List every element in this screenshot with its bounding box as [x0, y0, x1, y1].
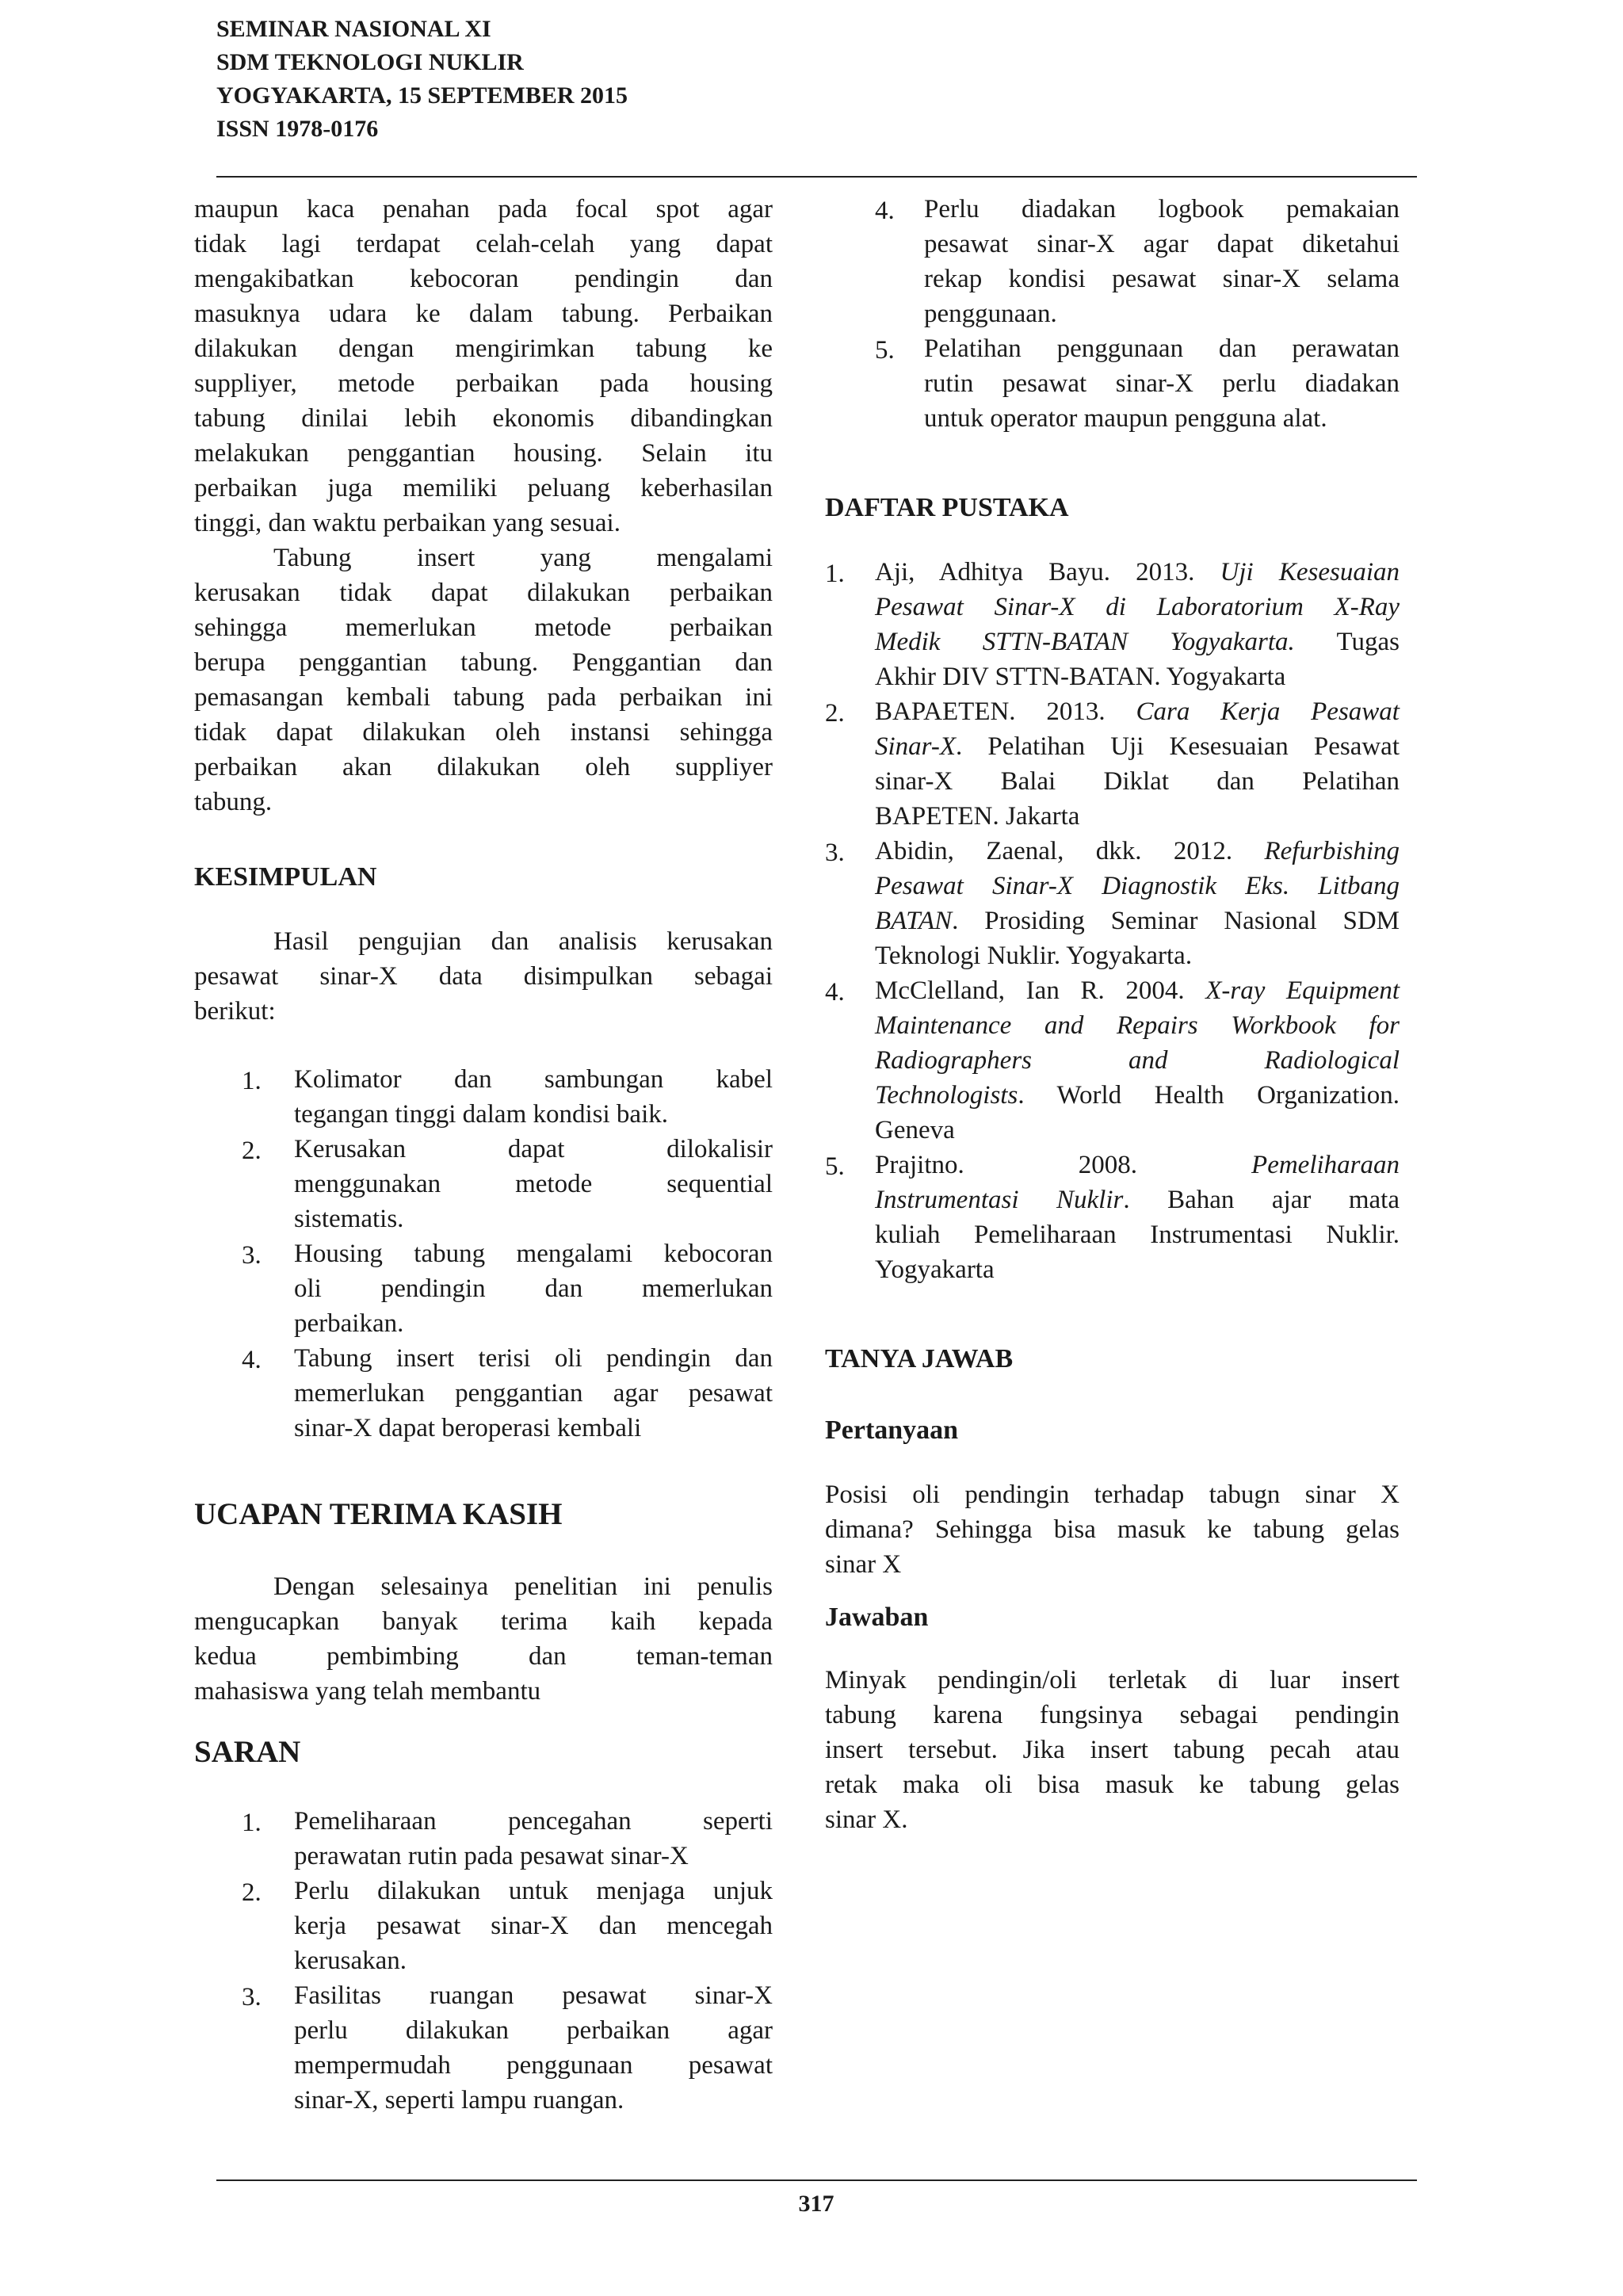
paragraph-line: retak maka oli bisa masuk ke tabung gelas [825, 1771, 1400, 1799]
header-rule [216, 176, 1417, 178]
footer-rule [216, 2179, 1417, 2181]
paragraph-line: tidak dapat dilakukan oleh instansi sehingga [194, 718, 773, 747]
paragraph-line: tinggi, dan waktu perbaikan yang sesuai. [194, 509, 621, 537]
paragraph-line: masuknya udara ke dalam tabung. Perbaikan [194, 300, 773, 328]
paragraph-line: perbaikan akan dilakukan oleh suppliyer [194, 753, 773, 781]
paragraph-line: perbaikan juga memiliki peluang keberhasilan [194, 474, 773, 502]
list-item-line: Tabung insert terisi oli pendingin dan [294, 1344, 773, 1373]
reference-line: BAPAETEN. 2013. Cara Kerja Pesawat [875, 697, 1400, 726]
list-item-line: Fasilitas ruangan pesawat sinar-X [294, 1981, 773, 2010]
reference-line: Maintenance and Repairs Workbook for [875, 1011, 1400, 1040]
reference-line: Instrumentasi Nuklir. Bahan ajar mata [875, 1186, 1400, 1214]
paragraph-line: Dengan selesainya penelitian ini penulis [273, 1572, 773, 1601]
header-line-location-date: YOGYAKARTA, 15 SEPTEMBER 2015 [216, 82, 628, 109]
section-heading-saran: SARAN [194, 1735, 301, 1769]
list-item-line: mempermudah penggunaan pesawat [294, 2051, 773, 2080]
paragraph-line: maupun kaca penahan pada focal spot agar [194, 195, 773, 223]
list-item-line: rutin pesawat sinar-X perlu diadakan [924, 369, 1400, 398]
paragraph-line: suppliyer, metode perbaikan pada housing [194, 369, 773, 398]
reference-line: kuliah Pemeliharaan Instrumentasi Nuklir. [875, 1221, 1400, 1249]
paragraph-line: mengucapkan banyak terima kaih kepada [194, 1607, 773, 1636]
reference-line: Medik STTN-BATAN Yogyakarta. Tugas [875, 628, 1400, 656]
reference-line: McClelland, Ian R. 2004. X-ray Equipment [875, 976, 1400, 1005]
list-item-line: Pemeliharaan pencegahan seperti [294, 1807, 773, 1836]
paragraph-line: Posisi oli pendingin terhadap tabugn sinar X [825, 1480, 1400, 1509]
reference-line: Yogyakarta [875, 1255, 995, 1284]
reference-number: 1. [825, 560, 845, 588]
header-line-seminar: SEMINAR NASIONAL XI [216, 16, 491, 42]
list-number: 2. [242, 1878, 262, 1907]
list-item-line: pesawat sinar-X agar dapat diketahui [924, 230, 1400, 258]
paragraph-line: berikut: [194, 997, 276, 1026]
paragraph-line: Hasil pengujian dan analisis kerusakan [273, 927, 773, 956]
list-item-line: perlu dilakukan perbaikan agar [294, 2016, 773, 2045]
paragraph-line: Tabung insert yang mengalami [273, 544, 773, 572]
reference-number: 5. [825, 1152, 845, 1181]
paragraph-line: berupa penggantian tabung. Penggantian dan [194, 648, 773, 677]
reference-line: Pesawat Sinar-X Diagnostik Eks. Litbang [875, 872, 1400, 900]
list-item-line: tegangan tinggi dalam kondisi baik. [294, 1100, 668, 1129]
reference-number: 2. [825, 699, 845, 728]
paragraph-line: mengakibatkan kebocoran pendingin dan [194, 265, 773, 293]
paragraph-line: sehingga memerlukan metode perbaikan [194, 613, 773, 642]
list-item-line: sinar-X dapat beroperasi kembali [294, 1414, 642, 1442]
reference-line: Radiographers and Radiological [875, 1046, 1400, 1075]
paragraph-line: dilakukan dengan mengirimkan tabung ke [194, 334, 773, 363]
reference-line: BAPETEN. Jakarta [875, 802, 1080, 831]
paragraph-line: pemasangan kembali tabung pada perbaikan ini [194, 683, 773, 712]
reference-line: Geneva [875, 1116, 955, 1144]
paragraph-line: kerusakan tidak dapat dilakukan perbaikan [194, 579, 773, 607]
paragraph-line: sinar X [825, 1550, 902, 1579]
header-line-sdm: SDM TEKNOLOGI NUKLIR [216, 49, 524, 75]
paragraph-line: tabung. [194, 788, 273, 816]
reference-number: 4. [825, 978, 845, 1007]
list-number: 4. [242, 1346, 262, 1374]
reference-line: Sinar-X. Pelatihan Uji Kesesuaian Pesawat [875, 732, 1400, 761]
list-item-line: sinar-X, seperti lampu ruangan. [294, 2086, 624, 2115]
list-number: 3. [242, 1983, 262, 2011]
list-number: 1. [242, 1067, 262, 1095]
list-item-line: perawatan rutin pada pesawat sinar-X [294, 1842, 689, 1870]
reference-number: 3. [825, 839, 845, 867]
page-number: 317 [798, 2191, 834, 2217]
list-item-line: Perlu dilakukan untuk menjaga unjuk [294, 1877, 773, 1905]
list-number: 4. [875, 197, 895, 225]
list-item-line: memerlukan penggantian agar pesawat [294, 1379, 773, 1408]
paragraph-line: mahasiswa yang telah membantu [194, 1677, 541, 1706]
paragraph-line: Minyak pendingin/oli terletak di luar insert [825, 1666, 1400, 1694]
paragraph-line: sinar X. [825, 1805, 908, 1834]
list-item-line: Housing tabung mengalami kebocoran [294, 1240, 773, 1268]
reference-line: Abidin, Zaenal, dkk. 2012. Refurbishing [875, 837, 1400, 865]
list-number: 5. [875, 336, 895, 365]
reference-line: Pesawat Sinar-X di Laboratorium X-Ray [875, 593, 1400, 621]
list-item-line: oli pendingin dan memerlukan [294, 1274, 773, 1303]
list-item-line: Pelatihan penggunaan dan perawatan [924, 334, 1400, 363]
paragraph-line: tidak lagi terdapat celah-celah yang dapat [194, 230, 773, 258]
list-item-line: Kerusakan dapat dilokalisir [294, 1135, 773, 1163]
list-item-line: penggunaan. [924, 300, 1057, 328]
reference-line: Prajitno. 2008. Pemeliharaan [875, 1151, 1400, 1179]
subheading-jawaban: Jawaban [825, 1603, 929, 1632]
list-item-line: untuk operator maupun pengguna alat. [924, 404, 1327, 433]
paragraph-line: pesawat sinar-X data disimpulkan sebagai [194, 962, 773, 991]
list-item-line: kerusakan. [294, 1946, 407, 1975]
section-heading-kesimpulan: KESIMPULAN [194, 862, 377, 892]
paragraph-line: dimana? Sehingga bisa masuk ke tabung gelas [825, 1515, 1400, 1544]
list-number: 1. [242, 1809, 262, 1837]
reference-line: Technologists. World Health Organization. [875, 1081, 1400, 1110]
paragraph-line: tabung karena fungsinya sebagai pendingin [825, 1701, 1400, 1729]
list-number: 3. [242, 1241, 262, 1270]
reference-line: sinar-X Balai Diklat dan Pelatihan [875, 767, 1400, 796]
reference-line: BATAN. Prosiding Seminar Nasional SDM [875, 907, 1400, 935]
reference-line: Teknologi Nuklir. Yogyakarta. [875, 942, 1193, 970]
subheading-pertanyaan: Pertanyaan [825, 1415, 959, 1445]
list-number: 2. [242, 1137, 262, 1165]
list-item-line: kerja pesawat sinar-X dan mencegah [294, 1912, 773, 1940]
reference-line: Akhir DIV STTN-BATAN. Yogyakarta [875, 663, 1286, 691]
section-heading-tanya-jawab: TANYA JAWAB [825, 1344, 1014, 1373]
paragraph-line: melakukan penggantian housing. Selain itu [194, 439, 773, 468]
section-heading-ucapan: UCAPAN TERIMA KASIH [194, 1497, 563, 1531]
paragraph-line: kedua pembimbing dan teman-teman [194, 1642, 773, 1671]
list-item-line: perbaikan. [294, 1309, 404, 1338]
section-heading-daftar-pustaka: DAFTAR PUSTAKA [825, 493, 1069, 522]
list-item-line: Kolimator dan sambungan kabel [294, 1065, 773, 1094]
header-line-issn: ISSN 1978-0176 [216, 116, 379, 142]
list-item-line: menggunakan metode sequential [294, 1170, 773, 1198]
list-item-line: rekap kondisi pesawat sinar-X selama [924, 265, 1400, 293]
paragraph-line: tabung dinilai lebih ekonomis dibandingkan [194, 404, 773, 433]
paragraph-line: insert tersebut. Jika insert tabung pecah atau [825, 1736, 1400, 1764]
reference-line: Aji, Adhitya Bayu. 2013. Uji Kesesuaian [875, 558, 1400, 586]
list-item-line: sistematis. [294, 1205, 404, 1233]
list-item-line: Perlu diadakan logbook pemakaian [924, 195, 1400, 223]
